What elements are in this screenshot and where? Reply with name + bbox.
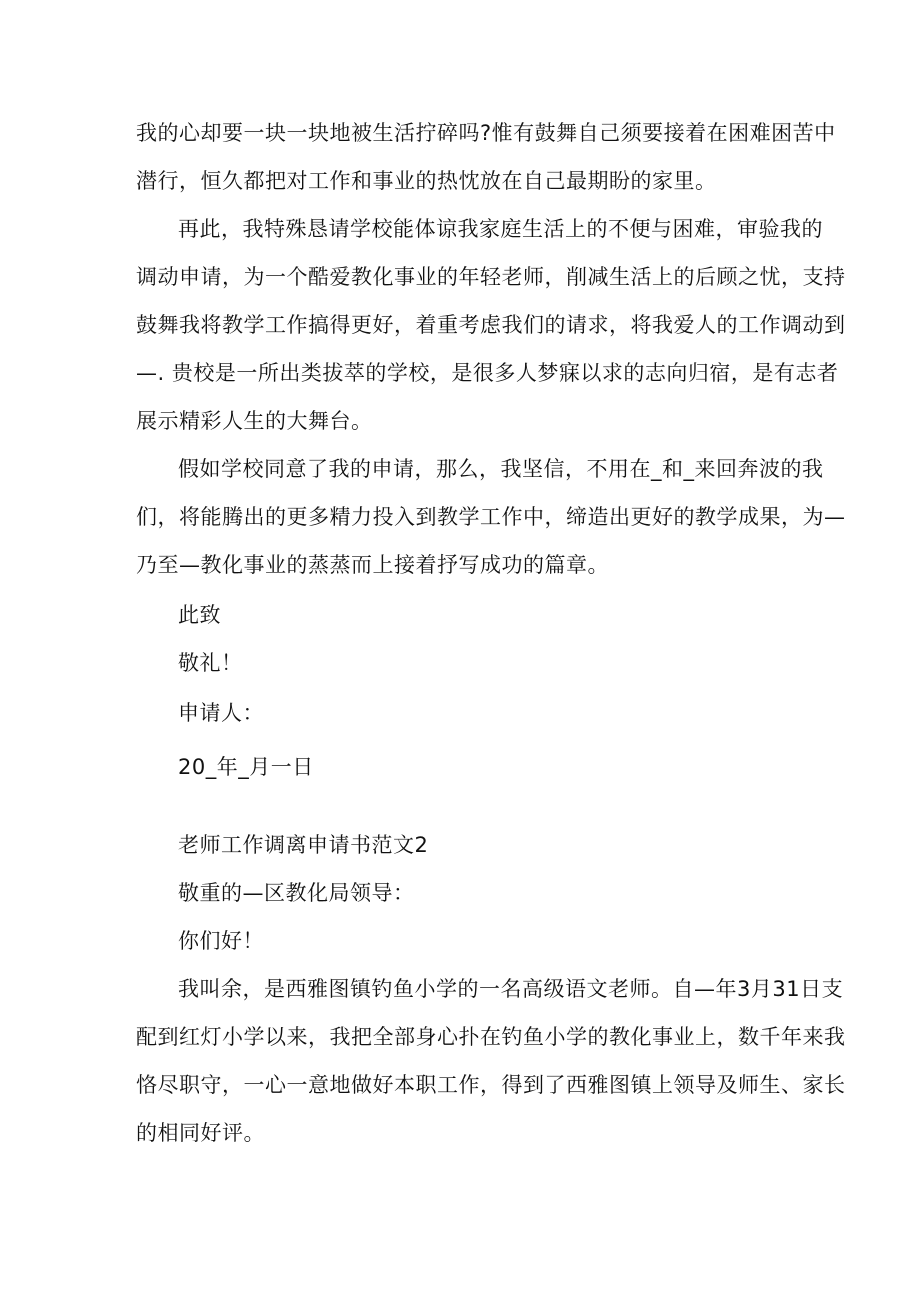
paragraph-3-line-2: 们，将能腾出的更多精力投入到教学工作中，缔造出更好的教学成果，为— <box>136 505 846 529</box>
paragraph-3-line-3: 乃至—教化事业的蒸蒸而上接着抒写成功的篇章。 <box>136 553 609 577</box>
section-2-line-2: 配到红灯小学以来，我把全部身心扑在钓鱼小学的教化事业上，数千年来我 <box>136 1025 846 1049</box>
section-2-title: 老师工作调离申请书范文2 <box>178 833 429 857</box>
paragraph-3-line-1: 假如学校同意了我的申请，那么，我坚信，不用在_和_来回奔波的我 <box>178 457 824 481</box>
paragraph-2-line-1: 再此，我特殊恳请学校能体谅我家庭生活上的不便与困难，审验我的 <box>178 217 823 241</box>
section-2-line-4: 的相同好评。 <box>136 1121 265 1145</box>
paragraph-2-line-3: 鼓舞我将教学工作搞得更好，着重考虑我们的请求，将我爱人的工作调动到 <box>136 313 846 337</box>
paragraph-2-line-4: —. 贵校是一所出类拔萃的学校，是很多人梦寐以求的志向归宿，是有志者 <box>136 361 839 385</box>
section-2-line-1: 我叫余，是西雅图镇钓鱼小学的一名高级语文老师。自—年3月31日支 <box>178 977 844 1001</box>
section-2-addressee: 敬重的—区教化局领导： <box>178 881 415 905</box>
closing-salutation: 此致 <box>178 603 221 627</box>
closing-applicant: 申请人： <box>178 701 264 725</box>
section-2-greeting: 你们好！ <box>178 929 264 953</box>
paragraph-2-line-2: 调动申请，为一个酷爱教化事业的年轻老师，削减生活上的后顾之忧，支持 <box>136 265 846 289</box>
paragraph-1-line-2: 潜行，恒久都把对工作和事业的热忱放在自己最期盼的家里。 <box>136 169 717 193</box>
paragraph-1-line-1: 我的心却要一块一块地被生活拧碎吗?惟有鼓舞自己须要接着在困难困苦中 <box>136 121 836 145</box>
paragraph-2-line-5: 展示精彩人生的大舞台。 <box>136 409 373 433</box>
section-2-line-3: 恪尽职守，一心一意地做好本职工作，得到了西雅图镇上领导及师生、家长 <box>136 1073 846 1097</box>
closing-respect: 敬礼！ <box>178 651 243 675</box>
closing-date: 20_年_月一日 <box>178 755 314 779</box>
